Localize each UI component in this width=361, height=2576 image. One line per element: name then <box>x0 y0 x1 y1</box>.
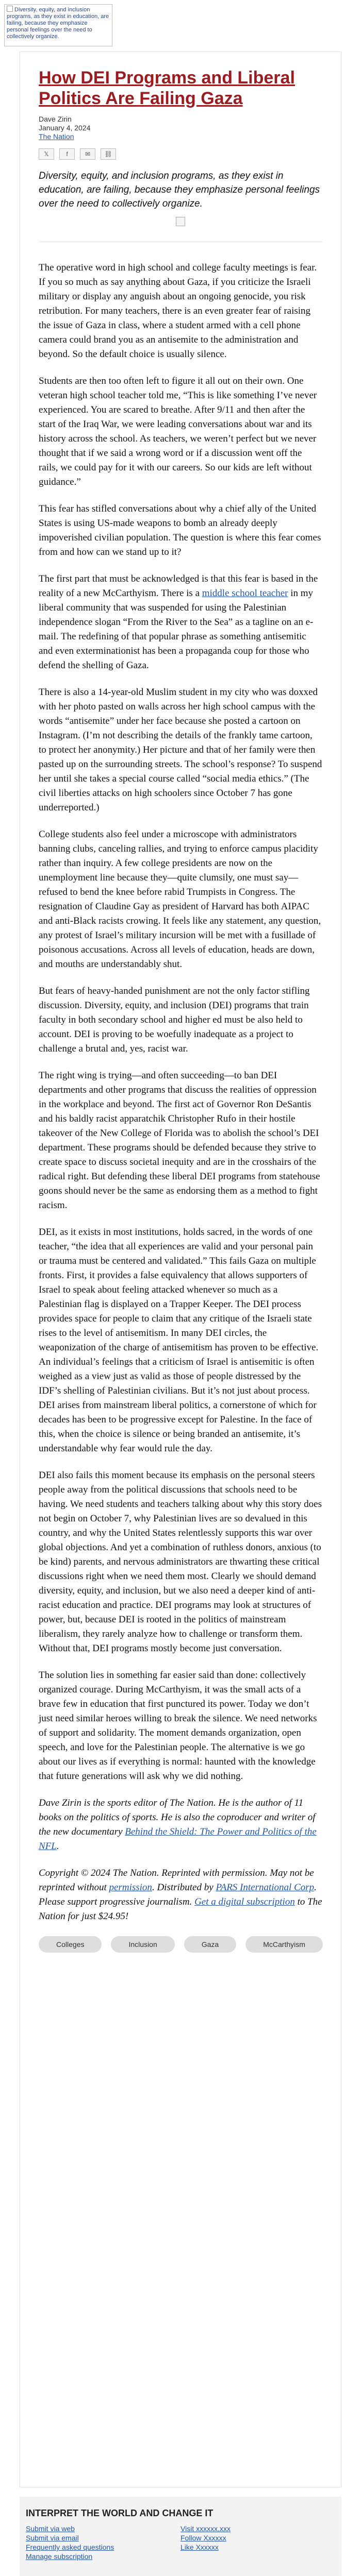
facebook-icon[interactable]: f <box>59 148 75 160</box>
link-icon[interactable]: ⛓ <box>101 148 116 160</box>
submit-email-link[interactable]: Submit via email <box>26 2534 79 2542</box>
share-row <box>39 148 322 160</box>
paragraph <box>39 572 322 673</box>
paragraph: But fears of heavy-handed punishment are not the only factor stifling discussion. Diversity, equity, and inclusion (DEI) programs that train faculty in both secondary school and higher ed must be also held to account. DEI is proving to be woefully inadequate as a project to challenge a brutal and, yes, racist war. <box>39 986 310 1054</box>
copyright-notice <box>39 1866 322 1924</box>
copyright-text: . Distributed by <box>152 1882 216 1893</box>
twitter-icon[interactable]: 𝕏 <box>39 148 54 160</box>
tag-colleges[interactable]: Colleges <box>39 1936 102 1953</box>
visit-site-link[interactable]: Visit xxxxxx.xxx <box>180 2524 231 2533</box>
paragraph: The operative word in high school and college faculty meetings is fear. If you so much as say anything about Gaza, if you criticize the Israeli military or display any anguish about an ongoing genocide, you risk retribution. For many teachers, there is an even greater fear of raising the issue of Gaza in class, where a student armed with a cell phone camera could brand you as an antisemite to the administration and beyond. So the default choice is usually silence. <box>39 262 317 360</box>
header-image <box>4 4 112 46</box>
copyright-text: . Please support progressive journalism. <box>39 1882 317 1907</box>
paragraph-text: in my liberal community that was suspended for using the Palestinian independence slogan “From the River to the Sea” as a tagline on an e-mail. The redefining of that popular phrase as something antisemitic and even exterminationist has been a propaganda coup for those who defend the shelling of Gaza. <box>39 588 314 671</box>
article-card <box>20 52 341 2487</box>
paragraph: DEI also fails this moment because its emphasis on the personal steers people away from the political discussions that schools need to be having. We need students and teachers talking about why this story does not begin on October 7, why Palestinian lives are so devalued in this country, and why the United States relentlessly supports this war over global objections. And yet a combination of ruthless donors, anxious (to be kind) parents, and nervous administrators are thwarting these critical discussions right when we need them most. Clearly we should demand diversity, equity, and inclusion, but we also need a deeper kind of anti-racist education and practice. DEI programs may look at structures of power, but, because DEI is rooted in the politics of mainstream liberalism, they rarely analyze how to challenge or transform them. Without that, DEI programs mostly become just conversation. <box>39 1470 322 1654</box>
manage-subscription-link[interactable]: Manage subscription <box>26 2552 93 2561</box>
bio-end: . <box>56 1841 59 1852</box>
paragraph: The right wing is trying—and often succeeding—to ban DEI departments and other programs that discuss the realities of oppression in the workplace and beyond. The first act of Governor Ron DeSantis and his baldly racist apparatchik Christopher Rufo in their hostile takeover of the New College of Florida was to abolish the school’s DEI department. These programs should be defended because they strive to create space to discuss societal inequity and are in the crosshairs of the radical right. But defending these liberal DEI programs from statehouse goons should never be the same as endorsing them as a method to fight racism. <box>39 1070 320 1211</box>
tag-inclusion[interactable]: Inclusion <box>111 1936 174 1953</box>
hero-image <box>176 217 185 226</box>
author-bio <box>39 1796 322 1854</box>
paragraph-text: The first part that must be acknowledged is that this fear is based in the reality of a new McCarthyism. There is a <box>39 573 318 599</box>
article-meta <box>39 115 322 141</box>
paragraph: College students also feel under a microscope with administrators banning clubs, canceling rallies, and trying to enforce campus placidity rather than inquiry. A few college presidents are now on the unemployment line because they—quite clumsily, one must say—refused to bend the knee before rabid Trumpists in Congress. The resignation of Claudine Gay as president of Harvard has both AIPAC and anti-Black racists crowing. It feels like any statement, any question, any protest of Israel’s military incursion will be met with a fusillade of poisonous accusations. Across all levels of education, heads are down, and mouths are understandably shut. <box>39 829 321 970</box>
publication-link[interactable]: The Nation <box>39 132 74 141</box>
footer-links-left <box>26 2524 180 2561</box>
date: January 4, 2024 <box>39 124 91 132</box>
pars-link[interactable]: PARS International Corp <box>216 1882 315 1893</box>
broken-image-icon <box>7 6 13 12</box>
middle-school-teacher-link[interactable]: middle school teacher <box>202 588 288 599</box>
copyright-text: to The Nation for just $24.95! <box>39 1896 322 1922</box>
like-link[interactable]: Like Xxxxxx <box>180 2543 219 2551</box>
submit-web-link[interactable]: Submit via web <box>26 2524 75 2533</box>
permission-link[interactable]: permission <box>109 1882 152 1893</box>
paragraph: Students are then too often left to figure it all out on their own. One veteran high school teacher told me, “This is like something I’ve never experienced. You are scared to breathe. After 9/11 and then after the start of the Iraq War, we were leading conversations about war and its history across the school. As teachers, we weren’t perfect but we never thought that if we said a wrong word or if a discussion went off the rails, we could pay for it with our careers. So our kids are left without guidance.” <box>39 376 317 487</box>
paragraph: There is also a 14-year-old Muslim student in my city who was doxxed with her photo pasted on walls across her high school campus with the words “antisemite” under her face because she posted a cartoon on Instagram. (I’m not describing the details of the frankly tame cartoon, to protect her anonymity.) Her picture and that of her family were then pasted up on the surrounding streets. The school’s response? To suspend her until she takes a special course called “social media ethics.” (The civil liberties attacks on high schoolers since October 7 has gone underreported.) <box>39 687 322 813</box>
faq-link[interactable]: Frequently asked questions <box>26 2543 114 2551</box>
footer-heading: INTERPRET THE WORLD AND CHANGE IT <box>26 2508 214 2518</box>
follow-link[interactable]: Follow Xxxxxx <box>180 2534 226 2542</box>
paragraph: The solution lies in something far easier said than done: collectively organized courage. During McCarthyism, it was the small acts of a brave few in education that first punctured its power. Today we don’t just need similar heroes willing to break the silence. We need networks of support and solidarity. The moment demands organization, open speech, and love for the Palestinian people. The alternative is we go about our lives as if everything is normal: haunted with the knowledge that future generations will ask why we did nothing. <box>39 1670 317 1782</box>
email-icon[interactable]: ✉ <box>80 148 95 160</box>
article-title[interactable]: How DEI Programs and Liberal Politics Are Failing Gaza <box>39 68 295 108</box>
article-dek: Diversity, equity, and inclusion programs, as they exist in education, are failing, because they emphasize personal feelings over the need to collectively organize. <box>39 171 320 209</box>
tag-list <box>39 1936 322 1953</box>
copyright-text: Copyright © 2024 The Nation. Reprinted with permission. May not be reprinted without <box>39 1868 314 1893</box>
author: Dave Zirin <box>39 115 72 123</box>
header-image-alt: Diversity, equity, and inclusion programs, as they exist in education, are failing, because they emphasize personal feelings over the need to collectively organize. <box>7 7 109 40</box>
footer-links-right <box>180 2524 335 2561</box>
bio-text: Dave Zirin is the sports editor of The Nation. He is the author of 11 books on the politics of sports. He is also the coproducer and writer of the new documentary <box>39 1798 316 1837</box>
documentary-link[interactable]: Behind the Shield: The Power and Politics of the NFL <box>39 1826 317 1852</box>
tag-mccarthyism[interactable]: McCarthyism <box>245 1936 323 1953</box>
paragraph: DEI, as it exists in most institutions, holds sacred, in the words of one teacher, “the idea that all experiences are valid and your personal pain or trauma must be centered and validated.” This fails Gaza on multiple fronts. First, it provides a false equivalency that allows supporters of Israel to speak about feeling attacked whenever so much as a Palestinian flag is displayed on a Trapper Keeper. The DEI process provides space for people to claim that any critique of the Israeli state rises to the level of antisemitism. In many DEI circles, the weaponization of the charge of antisemitism has proven to be effective. An individual’s feelings that a criticism of Israel is antisemitic is often weighed as a view just as valid as those of people distressed by the IDF’s shelling of Palestinian civilians. But it’s not just about process. DEI arises from mainstream liberal politics, a cornerstone of which for decades has been to be progressive except for Palestine. In the face of this, when the choice is silence or being branded an antisemite, it’s understandable why fear would rule the day. <box>39 1227 319 1454</box>
tag-gaza[interactable]: Gaza <box>184 1936 236 1953</box>
subscription-link[interactable]: Get a digital subscription <box>194 1896 295 1907</box>
paragraph: This fear has stifled conversations about why a chief ally of the United States is using US-made weapons to bomb an already deeply impoverished civilian population. The question is where this fear comes from and how can we stand up to it? <box>39 503 321 557</box>
newsletter-footer <box>20 2497 341 2576</box>
